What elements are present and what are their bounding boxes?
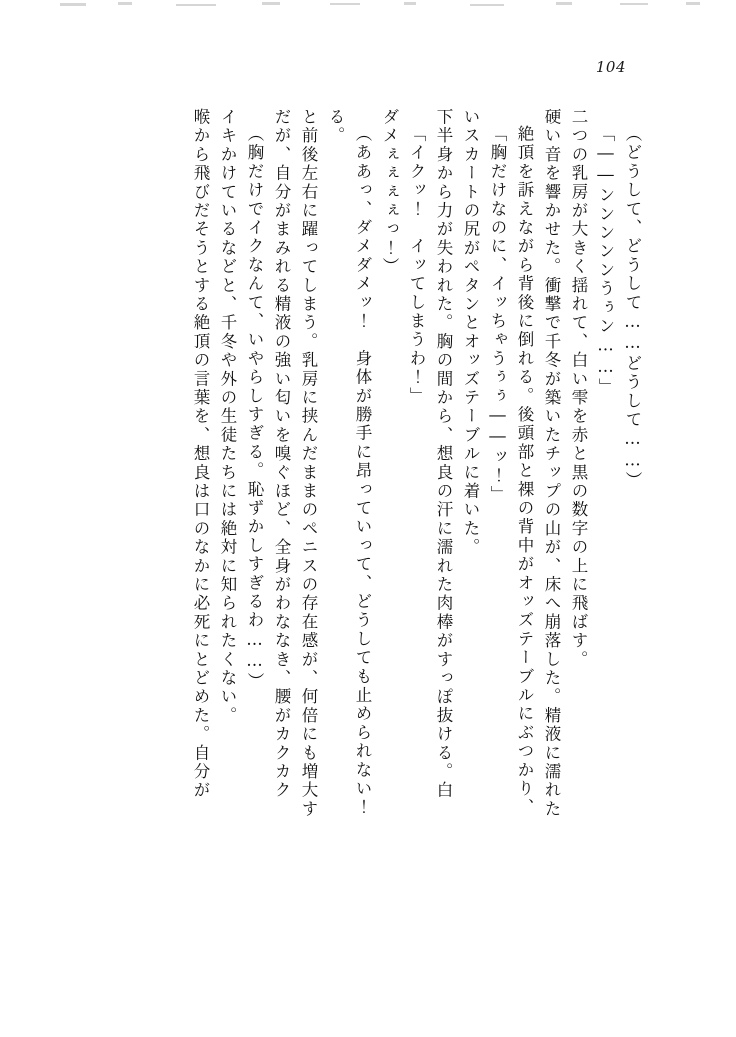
scan-artifact	[556, 2, 572, 5]
page-number: 104	[595, 58, 626, 76]
scan-artifact	[330, 3, 360, 5]
scan-artifact	[60, 3, 86, 6]
text-column: 「――ンンンンンうぅン……」	[596, 125, 615, 397]
text-column: と前後左右に躍ってしまう。乳房に挟んだままのペニスの存在感が、何倍にも増大す	[299, 108, 318, 819]
text-column: 「胸だけなのに、イッちゃうぅぅ――ッ！」	[488, 125, 507, 504]
text-column: 絶頂を訴えながら背後に倒れる。後頭部と裸の背中がオッズテーブルにぶつかり、	[515, 125, 534, 817]
scan-artifact	[262, 2, 280, 5]
scan-artifact	[470, 4, 504, 6]
text-column: だが、自分がまみれる精液の強い匂いを嗅ぐほど、全身がわななき、腰がカクカク	[272, 108, 291, 800]
scan-artifact	[176, 4, 216, 6]
scan-artifact	[118, 2, 132, 5]
text-column: （ああっ、ダメダメッ！ 身体が勝手に昂っていって、どうしても止められない！	[353, 125, 372, 817]
text-column: イキかけているなどと、千冬や外の生徒たちには絶対に知られたくない。	[218, 108, 237, 726]
body-text	[192, 108, 641, 898]
text-column: る。	[326, 108, 345, 146]
text-column: （どうして、どうして……どうして……）	[623, 125, 642, 491]
text-column: 二つの乳房が大きく揺れて、白い雫を赤と黒の数字の上に飛ばす。	[569, 108, 588, 669]
text-column: 下半身から力が失われた。胸の間から、想良の汗に濡れた肉棒がすっぽ抜ける。白	[434, 108, 453, 800]
scan-artifact	[686, 2, 700, 5]
text-column: 喉から飛びだそうとする絶頂の言葉を、想良は口のなかに必死にとどめた。自分が	[191, 108, 210, 800]
scan-artifact	[404, 2, 416, 5]
text-column: ダメぇぇぇぇっ！）	[380, 108, 399, 277]
scan-artifact	[620, 3, 648, 5]
text-column: いスカートの尻がペタンとオッズテーブルに着いた。	[461, 108, 480, 557]
text-column: （胸だけでイクなんて、いやらしすぎる。恥ずかしすぎるわ……）	[245, 125, 264, 691]
text-column: 「イクッ！ イッてしまうわ！」	[407, 125, 426, 406]
text-column: 硬い音を響かせた。衝撃で千冬が築いたチップの山が、床へ崩落した。精液に濡れた	[542, 108, 561, 819]
